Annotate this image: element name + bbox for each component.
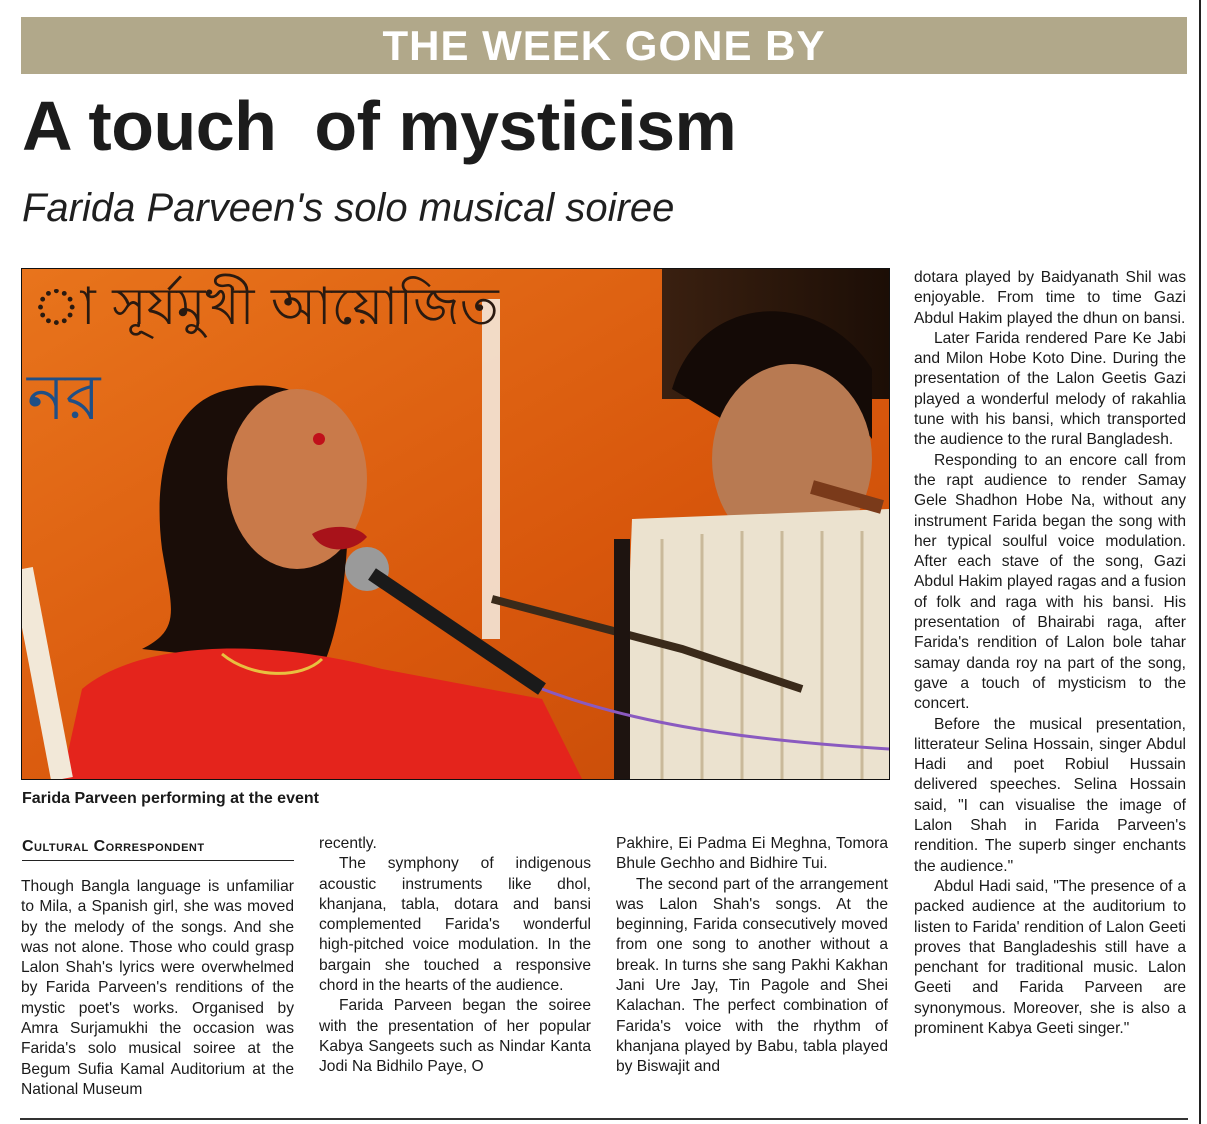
paragraph: Abdul Hadi said, "The presence of a packed audience at the auditorium to listen to Farida' rendition of Lalon Geeti proves that Bangladeshis still have a penchant for traditional music. Lalon Geeti and Farida Parveen are synonymous. Moreover, she is also a prominent Kabya Geeti singer." xyxy=(914,877,1186,1037)
photo-caption: Farida Parveen performing at the event xyxy=(22,790,319,807)
backdrop-lettering: া সূর্যমুখী আয়োজিত xyxy=(32,277,499,337)
bottom-rule xyxy=(20,1118,1188,1120)
article-column-4 xyxy=(914,268,1186,1039)
headline: A touch of mysticism xyxy=(22,87,737,165)
subheadline: Farida Parveen's solo musical soiree xyxy=(22,186,675,230)
paragraph: Pakhire, Ei Padma Ei Meghna, Tomora Bhule Gechho and Bidhire Tui. xyxy=(616,835,888,873)
article-photo xyxy=(21,268,890,780)
paragraph: Before the musical presentation, litterateur Selina Hossain, singer Abdul Hadi and poet Robiul Hussain delivered speeches. Selina Hossain said, "I can visualise the image of Lalon Shah in Farida Parveen's rendition. The superb singer enchants the audience." xyxy=(914,715,1186,875)
paragraph: recently. xyxy=(319,835,377,852)
paragraph: Though Bangla language is unfamiliar to Mila, a Spanish girl, she was moved by the melody of the songs. And she was not alone. Those who could grasp Lalon Shah's lyrics were overwhelmed by Farida Parveen's renditions of the mystic poet's works. Organised by Amra Surjamukhi the occasion was Farida's solo musical soiree at the Begum Sufia Kamal Auditorium at the National Museum xyxy=(21,878,294,1098)
backdrop-lettering-2: নর xyxy=(27,361,101,435)
paragraph: Responding to an encore call from the rapt audience to render Samay Gele Shadhon Hobe Na, without any instrument Farida began the song with her typical soulful voice modulation. After each stave of the song, Gazi Abdul Hakim played ragas and a fusion of folk and raga with his bansi. His presentation of Bhairabi raga, after Farida's rendition of Lalon bole tahar samay danda roy na part of the song, gave a touch of mysticism to the concert. xyxy=(914,451,1186,713)
page-top-strip xyxy=(20,0,320,6)
article-column-2 xyxy=(319,834,591,1078)
paragraph: The symphony of indigenous acoustic instruments like dhol, khanjana, tabla, dotara and bansi complemented Farida's wonderful high-pitched voice modulation. In the bargain she touched a responsive chord in the hearts of the audience. xyxy=(319,855,591,995)
byline: Cultural Correspondent xyxy=(22,838,294,861)
column-rule xyxy=(1199,0,1201,1124)
article-column-1 xyxy=(21,877,294,1100)
paragraph: Farida Parveen began the soiree with the presentation of her popular Kabya Sangeets such as Nindar Kanta Jodi Na Bidhilo Paye, O xyxy=(319,997,591,1076)
section-title: THE WEEK GONE BY xyxy=(382,21,826,69)
article-column-3 xyxy=(616,834,888,1078)
paragraph: The second part of the arrangement was Lalon Shah's songs. At the beginning, Farida consecutively moved from one song to another without a break. In turns she sang Pakhi Kakhan Jani Ure Jay, Tin Pagole and Shei Kalachan. The perfect combination of Farida's voice with the rhythm of khanjana played by Babu, tabla played by Biswajit and xyxy=(616,875,888,1076)
paragraph: dotara played by Baidyanath Shil was enjoyable. From time to time Gazi Abdul Hakim played the dhun on bansi. xyxy=(914,269,1186,327)
paragraph: Later Farida rendered Pare Ke Jabi and Milon Hobe Koto Dine. During the presentation of the Lalon Geetis Gazi played a wonderful melody of rakahlia tune with his bansi, which transported the audience to the rural Bangladesh. xyxy=(914,329,1186,449)
section-banner xyxy=(21,17,1187,74)
